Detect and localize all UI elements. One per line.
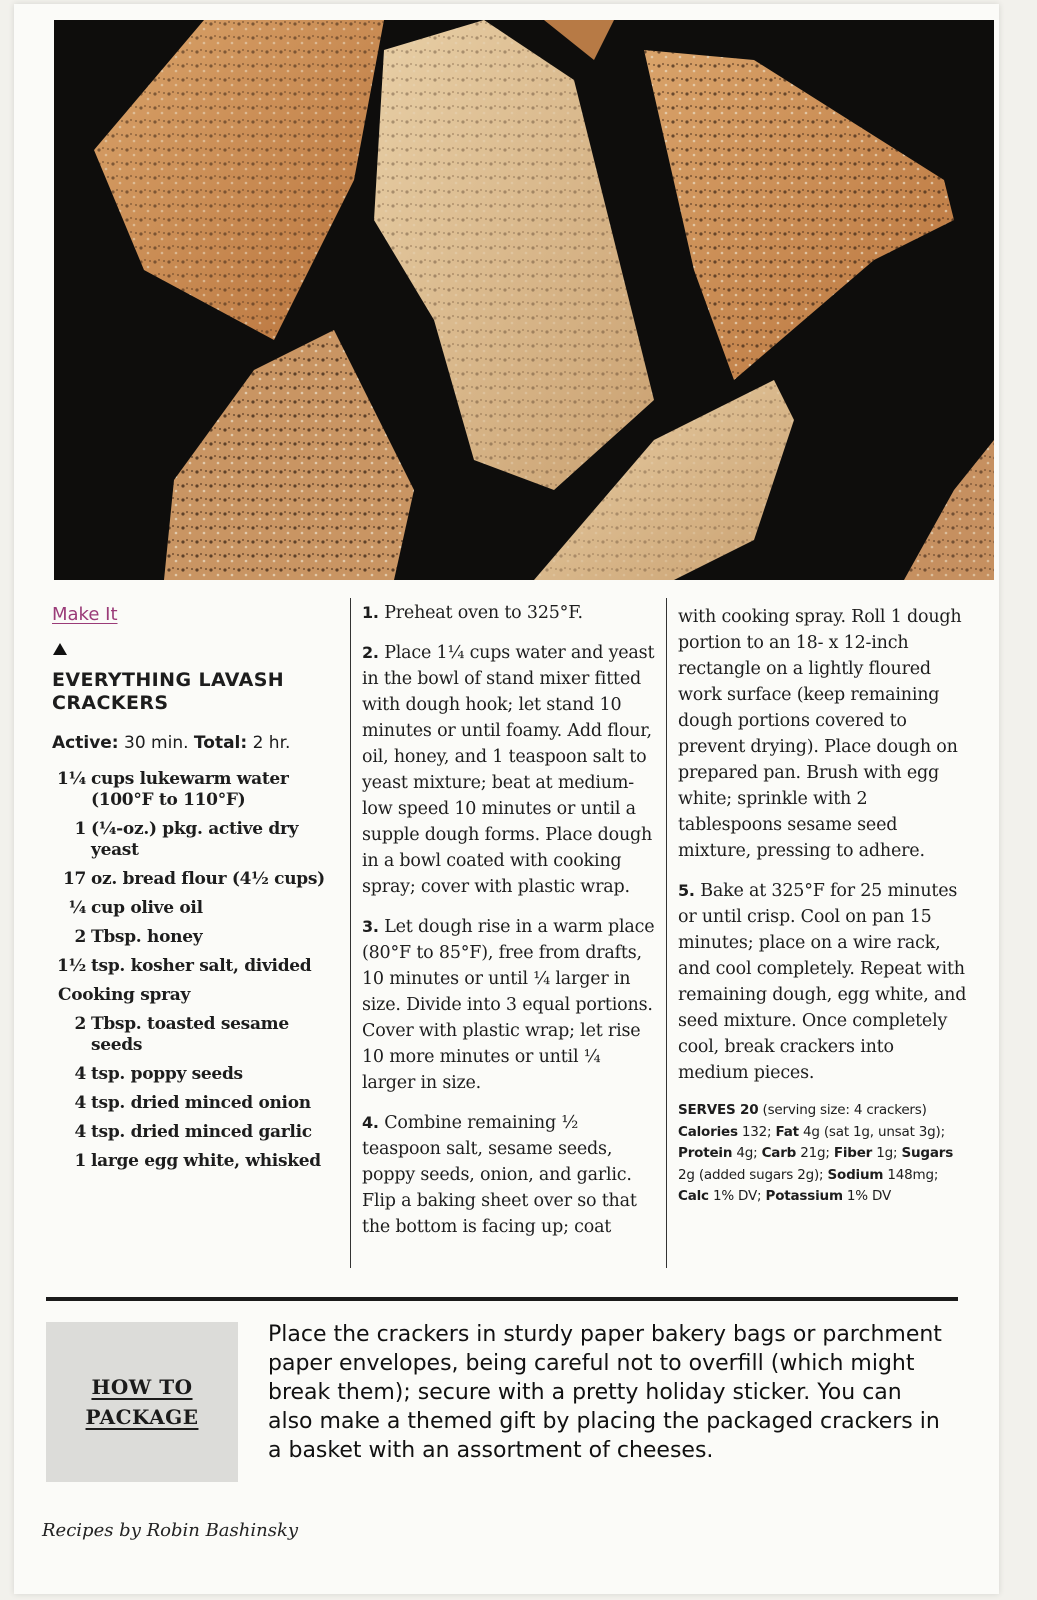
column-divider	[350, 598, 351, 1268]
ingredient-item: 1 large egg white, whisked	[74, 1151, 321, 1171]
recipe-credit: Recipes by Robin Bashinsky	[42, 1520, 299, 1541]
step-4: 4. Combine remaining ½ teaspoon salt, sesame seeds, poppy seeds, onion, and garlic. Flip a baking sheet over so that the bottom is facing up; coat	[362, 1113, 637, 1237]
ingredient-item: ¼ cup olive oil	[68, 898, 203, 918]
ingredient-list	[52, 769, 342, 1172]
package-text: Place the crackers in sturdy paper bakery bags or parchment paper envelopes, being careful not to overfill (which might break them); secure with a pretty holiday sticker. You can also make a themed gift by placing the packaged crackers in a basket with an assortment of cheeses.	[268, 1322, 942, 1463]
steps-column-2	[678, 604, 968, 1208]
ingredient-item: 4 tsp. poppy seeds	[74, 1064, 243, 1084]
column-divider	[666, 598, 667, 1268]
step-1: 1. Preheat oven to 325°F.	[362, 603, 583, 623]
nutrition-info: SERVES 20 (serving size: 4 crackers) Calories 132; Fat 4g (sat 1g, unsat 3g); Protein 4g; Carb 21g; Fiber 1g; Sugars 2g (added sugars 2g); Sodium 148mg; Calc 1% DV; Potassium 1% DV	[678, 1102, 954, 1204]
lavash-crackers-photo	[54, 20, 994, 580]
step-3: 3. Let dough rise in a warm place (80°F to 85°F), free from drafts, 10 minutes or until ¼ larger in size. Divide into 3 equal portions. Cover with plastic wrap; let rise 10 more minutes or until ¼ larger in size.	[362, 917, 655, 1093]
ingredient-item: 17 oz. bread flour (4½ cups)	[62, 869, 325, 889]
ingredient-item: 4 tsp. dried minced garlic	[74, 1122, 312, 1142]
step-4-continued: with cooking spray. Roll 1 dough portion to an 18- x 12-inch rectangle on a lightly floured work surface (keep remaining dough portions covered to prevent drying). Place dough on prepared pan. Brush with egg white; sprinkle with 2 tablespoons sesame seed mixture, pressing to adhere.	[678, 607, 962, 861]
ingredient-item: 2 Tbsp. toasted sesame seeds	[74, 1014, 289, 1055]
recipe-times: Active: 30 min. Total: 2 hr.	[52, 733, 291, 753]
package-heading-line1: HOW TO	[91, 1375, 193, 1399]
step-2: 2. Place 1¼ cups water and yeast in the bowl of stand mixer fitted with dough hook; let stand 10 minutes or until foamy. Add flour, oil, honey, and 1 teaspoon salt to yeast mixture; beat at medium-low speed 10 minutes or until a supple dough forms. Place dough in a bowl coated with cooking spray; cover with plastic wrap.	[362, 643, 655, 897]
triangle-marker-icon	[53, 643, 67, 655]
ingredient-item: 1¼ cups lukewarm water (100°F to 110°F)	[57, 769, 289, 810]
ingredient-item: 4 tsp. dried minced onion	[74, 1093, 311, 1113]
step-5: 5. Bake at 325°F for 25 minutes or until crisp. Cool on pan 15 minutes; place on a wire rack, and cool completely. Repeat with remaining dough, egg white, and seed mixture. Once completely cool, break crackers into medium pieces.	[678, 881, 967, 1083]
ingredient-item: Cooking spray	[58, 985, 191, 1005]
make-it-label: Make It	[52, 604, 118, 625]
steps-column-1	[362, 600, 658, 1254]
package-heading-line2: PACKAGE	[85, 1405, 199, 1429]
recipe-title: EVERYTHING LAVASH CRACKERS	[52, 669, 285, 714]
how-to-package-box	[46, 1322, 238, 1482]
ingredients-column	[52, 604, 342, 1180]
section-divider-bar	[46, 1297, 958, 1301]
ingredient-item: 1½ tsp. kosher salt, divided	[57, 956, 312, 976]
ingredient-item: 1 (¼-oz.) pkg. active dry yeast	[74, 819, 299, 860]
ingredient-item: 2 Tbsp. honey	[74, 927, 203, 947]
